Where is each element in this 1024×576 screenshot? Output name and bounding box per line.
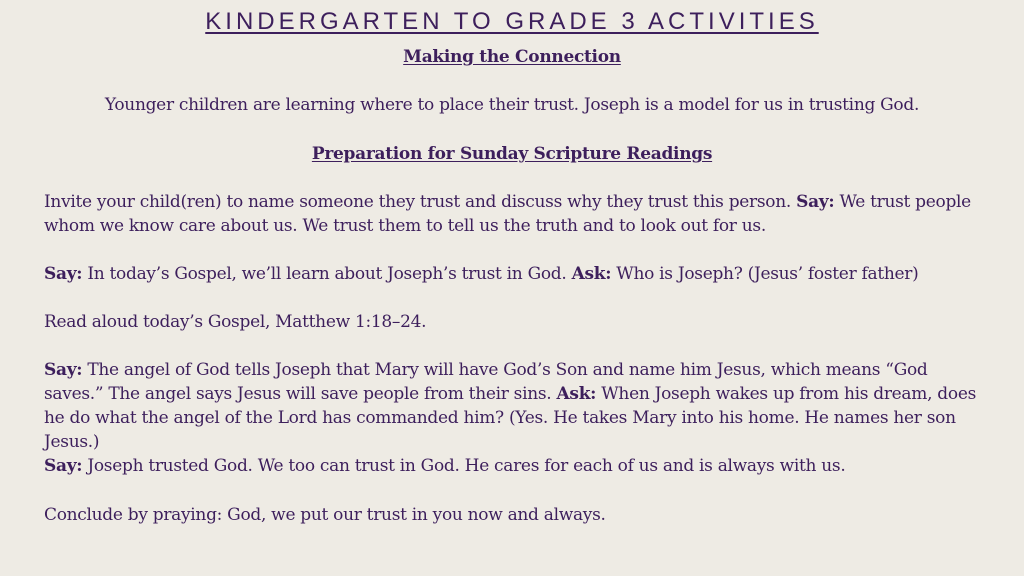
ask-label: Ask: bbox=[571, 264, 612, 284]
say-label: Say: bbox=[44, 264, 83, 284]
paragraph-text: Who is Joseph? (Jesus’ foster father) bbox=[611, 264, 919, 284]
paragraph-text: Invite your child(ren) to name someone they trust and discuss why they trust this person. bbox=[44, 192, 797, 212]
paragraph-text: Read aloud today’s Gospel, Matthew 1:18–24. bbox=[44, 312, 427, 332]
paragraph-conclude bbox=[44, 503, 984, 527]
paragraph-text: We trust people whom we know care about us. We trust them to tell us the truth and to look out for us. bbox=[44, 192, 971, 236]
paragraph-read-aloud bbox=[44, 310, 984, 334]
say-label: Say: bbox=[796, 192, 835, 212]
paragraph-joseph-trusted bbox=[44, 454, 984, 478]
paragraph-text: The angel of God tells Joseph that Mary will have God’s Son and name him Jesus, which means “God saves.” The angel says Jesus will save people from their sins. bbox=[44, 360, 928, 404]
paragraph-text: When Joseph wakes up from his dream, does he do what the angel of the Lord has commanded him? (Yes. He takes Mary into his home. He names her son Jesus.) bbox=[44, 384, 977, 452]
paragraph-text: In today’s Gospel, we’ll learn about Joseph’s trust in God. bbox=[82, 264, 572, 284]
paragraph-text: Joseph trusted God. We too can trust in God. He cares for each of us and is always with us. bbox=[82, 456, 846, 476]
paragraph-invite bbox=[44, 190, 984, 238]
paragraph-angel bbox=[44, 358, 984, 454]
paragraph-text: Conclude by praying: God, we put our trust in you now and always. bbox=[44, 505, 606, 525]
page-title: KINDERGARTEN TO GRADE 3 ACTIVITIES bbox=[205, 8, 819, 35]
paragraph-gospel-intro bbox=[44, 262, 984, 286]
ask-label: Ask: bbox=[556, 384, 597, 404]
intro-text: Younger children are learning where to place their trust. Joseph is a model for us in trusting God. bbox=[104, 95, 920, 115]
say-label: Say: bbox=[44, 456, 83, 476]
section-heading-preparation: Preparation for Sunday Scripture Readings bbox=[311, 144, 713, 164]
say-label: Say: bbox=[44, 360, 83, 380]
section-heading-making-connection: Making the Connection bbox=[403, 47, 621, 67]
